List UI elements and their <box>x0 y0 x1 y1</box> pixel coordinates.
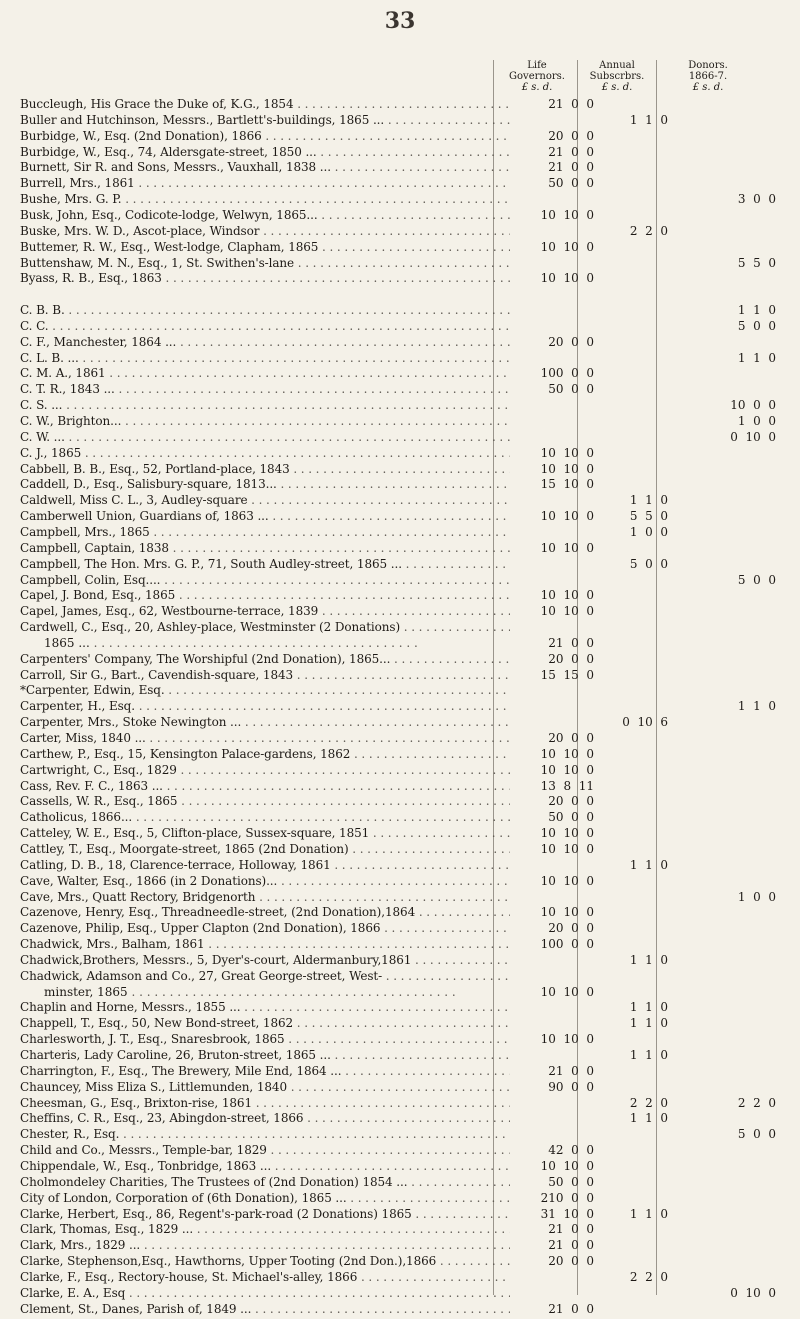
table-row <box>20 508 790 524</box>
subscriber-name: Buttemer, R. W., Esq., West-lodge, Clapham, 1865 . . . <box>20 239 510 255</box>
header-line: £ s. d. <box>601 82 633 93</box>
life-governor-amount: 21 0 0 <box>548 160 594 175</box>
table-row <box>20 904 790 920</box>
table-row <box>20 762 790 778</box>
subscriber-name: Cheesman, G., Esq., Brixton-rise, 1861 . . . <box>20 1095 510 1111</box>
table-row <box>20 1190 790 1206</box>
subscriber-name: Campbell, Captain, 1838 . . . <box>20 540 510 556</box>
life-governor-amount: 15 15 0 <box>540 667 594 682</box>
life-governor-amount: 10 10 0 <box>540 588 594 603</box>
life-governor-amount: 10 10 0 <box>540 873 594 888</box>
table-row <box>20 144 790 160</box>
table-row <box>20 112 790 128</box>
subscriber-name: *Carpenter, Edwin, Esq. . . . <box>20 682 510 698</box>
table-row <box>20 984 790 1000</box>
table-row <box>20 334 790 350</box>
life-governor-amount: 21 0 0 <box>548 144 594 159</box>
table-row <box>20 698 790 714</box>
life-governor-amount: 90 0 0 <box>548 1079 594 1094</box>
table-row <box>20 825 790 841</box>
life-governor-amount: 100 0 0 <box>540 366 594 381</box>
subscriber-name: Burrell, Mrs., 1861 . . . <box>20 175 510 191</box>
table-row <box>20 270 790 286</box>
table-row <box>20 1110 790 1126</box>
table-row <box>20 365 790 381</box>
subscriber-name: Clark, Mrs., 1829 ... . . . <box>20 1237 510 1253</box>
table-row <box>20 461 790 477</box>
annual-subscription-amount: 2 2 0 <box>629 223 668 238</box>
table-row <box>20 793 790 809</box>
table-row <box>20 350 790 366</box>
table-row <box>20 1301 790 1317</box>
table-row <box>20 857 790 873</box>
annual-subscription-amount: 1 1 0 <box>629 1000 668 1015</box>
subscriber-name: C. B. B. . . . <box>20 302 510 318</box>
life-governor-amount: 21 0 0 <box>548 97 594 111</box>
subscriber-name: Clarke, Stephenson,Esq., Hawthorns, Upper Tooting (2nd Don.),1866 . . . <box>20 1253 510 1269</box>
life-governor-amount: 21 0 0 <box>548 1063 594 1078</box>
table-row <box>20 999 790 1015</box>
donation-amount: 5 0 0 <box>737 572 776 587</box>
annual-subscription-amount: 5 5 0 <box>629 509 668 524</box>
subscriber-name: Cheffins, C. R., Esq., 23, Abingdon-street, 1866 . . . <box>20 1110 510 1126</box>
table-row <box>20 255 790 271</box>
donation-amount: 2 2 0 <box>737 1095 776 1110</box>
table-row <box>20 556 790 572</box>
table-row <box>20 682 790 698</box>
life-governor-amount: 10 10 0 <box>540 746 594 761</box>
table-row <box>20 714 790 730</box>
table-row <box>20 841 790 857</box>
subscriber-name: Chippendale, W., Esq., Tonbridge, 1863 ... . . . <box>20 1158 510 1174</box>
life-governor-amount: 42 0 0 <box>548 1143 594 1158</box>
donation-amount: 0 10 0 <box>730 429 776 444</box>
annual-subscription-amount: 1 1 0 <box>629 1016 668 1031</box>
table-row <box>20 1253 790 1269</box>
donation-amount: 5 0 0 <box>737 318 776 333</box>
annual-subscription-amount: 1 1 0 <box>629 493 668 508</box>
table-row <box>20 1237 790 1253</box>
donation-amount: 1 1 0 <box>737 699 776 714</box>
table-row <box>20 128 790 144</box>
subscriber-name: Busk, John, Esq., Codicote-lodge, Welwyn, 1865... . . . <box>20 207 510 223</box>
subscriber-name: Clement, St., Danes, Parish of, 1849 ... . . . <box>20 1301 510 1317</box>
life-governor-amount: 100 0 0 <box>540 937 594 952</box>
header-line: Governors. <box>509 71 565 82</box>
table-row <box>20 175 790 191</box>
table-row <box>20 1031 790 1047</box>
table-row <box>20 572 790 588</box>
life-governor-amount: 21 0 0 <box>548 1301 594 1316</box>
table-row <box>20 191 790 207</box>
life-governor-amount: 50 0 0 <box>548 382 594 397</box>
donation-amount: 1 0 0 <box>737 414 776 428</box>
table-row <box>20 1269 790 1285</box>
subscriber-name: Carpenter, H., Esq. . . . <box>20 698 510 714</box>
table-row <box>20 1047 790 1063</box>
table-row <box>20 223 790 239</box>
table-row <box>20 476 790 492</box>
subscriber-name: Cave, Mrs., Quatt Rectory, Bridgenorth . . . <box>20 889 510 905</box>
subscriber-name: minster, 1865 . . . <box>44 984 510 1000</box>
table-row <box>20 318 790 334</box>
subscriber-name: Carpenter, Mrs., Stoke Newington ... . . . <box>20 714 510 730</box>
annual-subscription-amount: 1 1 0 <box>629 112 668 127</box>
life-governor-amount: 50 0 0 <box>548 810 594 825</box>
life-governor-amount: 20 0 0 <box>548 128 594 143</box>
life-governor-amount: 20 0 0 <box>548 794 594 809</box>
table-row <box>20 1174 790 1190</box>
subscriber-name: Chauncey, Miss Eliza S., Littlemunden, 1840 . . . <box>20 1079 510 1095</box>
life-governor-amount: 210 0 0 <box>540 1190 594 1205</box>
subscriber-name: Campbell, Mrs., 1865 . . . <box>20 524 510 540</box>
donation-amount: 3 0 0 <box>737 192 776 207</box>
subscriber-name: Burnett, Sir R. and Sons, Messrs., Vauxhall, 1838 ... . . . <box>20 159 510 175</box>
table-row <box>20 492 790 508</box>
header-line: Subscrbrs. <box>589 71 645 82</box>
table-row <box>20 286 790 302</box>
header-line: Life <box>527 60 547 71</box>
life-governor-amount: 15 10 0 <box>540 477 594 492</box>
annual-subscription-amount: 1 1 0 <box>629 1206 668 1221</box>
life-governor-amount: 31 10 0 <box>540 1206 594 1221</box>
subscriber-name: C. C. . . . <box>20 318 510 334</box>
annual-subscription-amount: 1 0 0 <box>629 524 668 539</box>
life-governor-amount: 20 0 0 <box>548 334 594 349</box>
life-governor-amount: 10 10 0 <box>540 762 594 777</box>
subscriber-name: Cass, Rev. F. C., 1863 ... . . . <box>20 778 510 794</box>
life-governor-amount: 10 10 0 <box>540 239 594 254</box>
table-row <box>20 1285 790 1301</box>
subscriber-name: Capel, James, Esq., 62, Westbourne-terrace, 1839 . . . <box>20 603 510 619</box>
subscriber-name: C. F., Manchester, 1864 ... . . . <box>20 334 510 350</box>
subscriber-name: Caldwell, Miss C. L., 3, Audley-square . . . <box>20 492 510 508</box>
table-row <box>20 413 790 429</box>
annual-subscription-amount: 1 1 0 <box>629 1048 668 1062</box>
subscriber-name: Catling, D. B., 18, Clarence-terrace, Holloway, 1861 . . . <box>20 857 510 873</box>
subscriber-name: Charrington, F., Esq., The Brewery, Mile End, 1864 ... . . . <box>20 1063 510 1079</box>
subscriber-name: Charteris, Lady Caroline, 26, Bruton-street, 1865 ... . . . <box>20 1047 510 1063</box>
table-row <box>20 1221 790 1237</box>
life-governor-amount: 10 10 0 <box>540 271 594 286</box>
subscriber-name: Charlesworth, J. T., Esq., Snaresbrook, 1865 . . . <box>20 1031 510 1047</box>
donation-amount: 0 10 0 <box>730 1285 776 1300</box>
subscriber-name: Cholmondeley Charities, The Trustees of (2nd Donation) 1854 ... . . . <box>20 1174 510 1190</box>
subscriber-name: Clarke, F., Esq., Rectory-house, St. Michael's-alley, 1866 . . . <box>20 1269 510 1285</box>
life-governor-amount: 10 10 0 <box>540 1032 594 1047</box>
subscriber-name: Chadwick, Adamson and Co., 27, Great George-street, West- . . . <box>20 968 510 984</box>
table-row <box>20 96 790 112</box>
table-row <box>20 302 790 318</box>
table-row <box>20 587 790 603</box>
subscriber-name: Chester, R., Esq. . . . <box>20 1126 510 1142</box>
header-line: 1866-7. <box>688 71 728 82</box>
subscriber-name: Cassells, W. R., Esq., 1865 . . . <box>20 793 510 809</box>
subscriber-name: C. T. R., 1843 ... . . . <box>20 381 510 397</box>
table-row <box>20 809 790 825</box>
subscriber-name: C. L. B. ... . . . <box>20 350 510 366</box>
subscriber-name: Cartwright, C., Esq., 1829 . . . <box>20 762 510 778</box>
annual-subscribers-header <box>580 60 654 93</box>
life-governor-amount: 20 0 0 <box>548 651 594 666</box>
life-governor-amount: 21 0 0 <box>548 1238 594 1253</box>
subscriber-name: Buttenshaw, M. N., Esq., 1, St. Swithen's-lane . . . <box>20 255 510 271</box>
life-governor-amount: 10 10 0 <box>540 509 594 524</box>
subscriber-name: Campbell, Colin, Esq.... . . . <box>20 572 510 588</box>
table-row <box>20 778 790 794</box>
table-row <box>20 952 790 968</box>
life-governor-amount: 21 0 0 <box>548 635 594 650</box>
life-governor-amount: 21 0 0 <box>548 1222 594 1237</box>
subscriber-name: Carter, Miss, 1840 ... . . . <box>20 730 510 746</box>
donation-amount: 1 1 0 <box>737 303 776 318</box>
life-governor-amount: 10 10 0 <box>540 984 594 999</box>
donation-amount: 5 0 0 <box>737 1127 776 1142</box>
subscriber-name: Cattley, T., Esq., Moorgate-street, 1865 (2nd Donation) . . . <box>20 841 510 857</box>
annual-subscription-amount: 1 1 0 <box>629 857 668 872</box>
subscriber-name: 1865 ... . . . <box>44 635 510 651</box>
subscriber-name: Chadwick, Mrs., Balham, 1861 . . . <box>20 936 510 952</box>
life-governor-amount: 10 10 0 <box>540 826 594 841</box>
table-row <box>20 239 790 255</box>
table-row <box>20 889 790 905</box>
table-row <box>20 936 790 952</box>
subscriber-name: Child and Co., Messrs., Temple-bar, 1829 . . . <box>20 1142 510 1158</box>
subscriber-name: Burbidge, W., Esq., 74, Aldersgate-street, 1850 ... . . . <box>20 144 510 160</box>
subscriber-name: Cabbell, B. B., Esq., 52, Portland-place, 1843 . . . <box>20 461 510 477</box>
subscriber-name: Clark, Thomas, Esq., 1829 ... . . . <box>20 1221 510 1237</box>
life-governor-amount: 50 0 0 <box>548 1174 594 1189</box>
table-row <box>20 1142 790 1158</box>
table-row <box>20 159 790 175</box>
life-governors-header <box>500 60 574 93</box>
life-governor-amount: 50 0 0 <box>548 176 594 191</box>
subscriber-name: Byass, R. B., Esq., 1863 . . . <box>20 270 510 286</box>
subscriber-name: C. W. ... . . . <box>20 429 510 445</box>
table-row <box>20 1095 790 1111</box>
header-line: Annual <box>599 60 635 71</box>
table-row <box>20 667 790 683</box>
table-row <box>20 429 790 445</box>
table-row <box>20 635 790 651</box>
table-row <box>20 746 790 762</box>
header-line: Donors. <box>688 60 728 71</box>
table-row <box>20 619 790 635</box>
table-row <box>20 524 790 540</box>
subscriber-name: Carpenters' Company, The Worshipful (2nd Donation), 1865... . . . <box>20 651 510 667</box>
subscriber-name: C. W., Brighton... . . . <box>20 413 510 429</box>
table-row <box>20 207 790 223</box>
table-row <box>20 1015 790 1031</box>
subscriber-name: Clarke, Herbert, Esq., 86, Regent's-park-road (2 Donations) 1865 . . . <box>20 1206 510 1222</box>
subscriber-name: Caddell, D., Esq., Salisbury-square, 1813... . . . <box>20 476 510 492</box>
life-governor-amount: 20 0 0 <box>548 921 594 936</box>
subscriber-name: Clarke, E. A., Esq . . . <box>20 1285 510 1301</box>
table-row <box>20 873 790 889</box>
table-row <box>20 397 790 413</box>
table-row <box>20 1206 790 1222</box>
subscriber-name: Chadwick,Brothers, Messrs., 5, Dyer's-court, Aldermanbury,1861 . . . <box>20 952 510 968</box>
table-row <box>20 968 790 984</box>
subscriber-name: Catteley, W. E., Esq., 5, Clifton-place, Sussex-square, 1851 . . . <box>20 825 510 841</box>
header-line: £ s. d. <box>521 82 553 93</box>
donation-amount: 1 1 0 <box>737 350 776 365</box>
page-number: 33 <box>384 8 416 34</box>
subscriber-name: Chaplin and Horne, Messrs., 1855 ... . . . <box>20 999 510 1015</box>
life-governor-amount: 10 10 0 <box>540 841 594 856</box>
life-governor-amount: 13 8 11 <box>540 778 594 793</box>
life-governor-amount: 10 10 0 <box>540 1158 594 1173</box>
table-row <box>20 603 790 619</box>
subscriber-name: Carthew, P., Esq., 15, Kensington Palace-gardens, 1862 . . . <box>20 746 510 762</box>
subscriber-name: Cazenove, Philip, Esq., Upper Clapton (2nd Donation), 1866 . . . <box>20 920 510 936</box>
subscriber-name: Capel, J. Bond, Esq., 1865 . . . <box>20 587 510 603</box>
subscriber-name: Carroll, Sir G., Bart., Cavendish-square, 1843 . . . <box>20 667 510 683</box>
subscriber-name: Buccleugh, His Grace the Duke of, K.G., 1854 . . . <box>20 96 510 112</box>
subscriber-name: Campbell, The Hon. Mrs. G. P., 71, South Audley-street, 1865 ... . . . <box>20 556 510 572</box>
annual-subscription-amount: 0 10 6 <box>622 715 668 730</box>
subscriber-name: Burbidge, W., Esq. (2nd Donation), 1866 . . . <box>20 128 510 144</box>
subscriber-name: Cardwell, C., Esq., 20, Ashley-place, Westminster (2 Donations) . . . <box>20 619 510 635</box>
subscriber-name: Chappell, T., Esq., 50, New Bond-street, 1862 . . . <box>20 1015 510 1031</box>
subscriber-name: Buller and Hutchinson, Messrs., Bartlett's-buildings, 1865 ... . . . <box>20 112 510 128</box>
subscriber-name: Camberwell Union, Guardians of, 1863 ... . . . <box>20 508 510 524</box>
life-governor-amount: 10 10 0 <box>540 445 594 460</box>
life-governor-amount: 10 10 0 <box>540 540 594 555</box>
donors-header <box>662 60 754 93</box>
life-governor-amount: 10 10 0 <box>540 604 594 619</box>
subscriber-name: C. J., 1865 . . . <box>20 445 510 461</box>
table-row <box>20 651 790 667</box>
table-row <box>20 1063 790 1079</box>
subscriber-name: Cazenove, Henry, Esq., Threadneedle-street, (2nd Donation),1864 . . . <box>20 904 510 920</box>
subscriber-name: Cave, Walter, Esq., 1866 (in 2 Donations)... . . . <box>20 873 510 889</box>
life-governor-amount: 10 10 0 <box>540 207 594 222</box>
table-row <box>20 445 790 461</box>
subscriber-name: City of London, Corporation of (6th Donation), 1865 ... . . . <box>20 1190 510 1206</box>
annual-subscription-amount: 1 1 0 <box>629 952 668 967</box>
header-line: £ s. d. <box>692 82 724 93</box>
annual-subscription-amount: 2 2 0 <box>629 1095 668 1110</box>
table-row <box>20 920 790 936</box>
annual-subscription-amount: 5 0 0 <box>629 556 668 571</box>
life-governor-amount: 20 0 0 <box>548 1254 594 1269</box>
table-row <box>20 1126 790 1142</box>
subscriber-name: Bushe, Mrs. G. P. . . . <box>20 191 510 207</box>
subscriber-name: C. M. A., 1861 . . . <box>20 365 510 381</box>
subscriber-name: Catholicus, 1866... . . . <box>20 809 510 825</box>
life-governor-amount: 10 10 0 <box>540 461 594 476</box>
subscriber-name: Buske, Mrs. W. D., Ascot-place, Windsor . . . <box>20 223 510 239</box>
donation-amount: 10 0 0 <box>730 398 776 413</box>
subscriber-name: C. S. ... . . . <box>20 397 510 413</box>
donation-amount: 1 0 0 <box>737 889 776 904</box>
life-governor-amount: 20 0 0 <box>548 731 594 745</box>
annual-subscription-amount: 2 2 0 <box>629 1269 668 1284</box>
table-row <box>20 540 790 556</box>
table-row <box>20 1158 790 1174</box>
table-row <box>20 381 790 397</box>
table-row <box>20 1079 790 1095</box>
annual-subscription-amount: 1 1 0 <box>629 1111 668 1126</box>
table-row <box>20 730 790 746</box>
life-governor-amount: 10 10 0 <box>540 905 594 920</box>
donation-amount: 5 5 0 <box>737 255 776 270</box>
